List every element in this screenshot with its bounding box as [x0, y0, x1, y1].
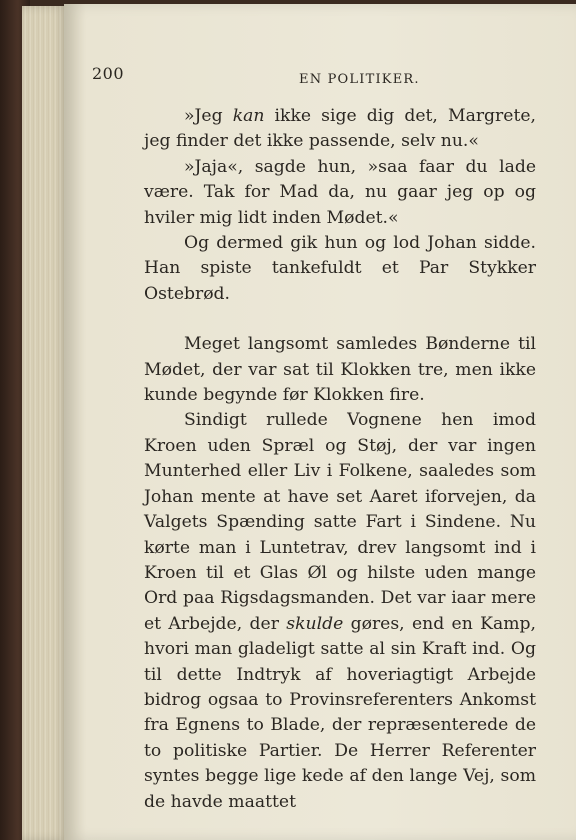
emphasis-skulde: skulde: [286, 613, 344, 634]
body-text: [144, 104, 536, 815]
paragraph-2: »Jaja«, sagde hun, »saa faar du lade være. Tak for Mad da, nu gaar jeg op og hviler mig lidt inden Mødet.«: [144, 156, 536, 228]
paragraph-3: Og dermed gik hun og lod Johan sidde. Han spiste tankefuldt et Par Stykker Ostebrød.: [144, 233, 536, 304]
paragraph-5: Sindigt rullede Vognene hen imod Kroen uden Spræl og Støj, der var ingen Munterhed eller Liv i Folkene, saaledes som Johan mente at have set Aaret iforvejen, da Valgets Spænding satte Fart i Sindene. Nu kørte man i Luntetrav, drev langsomt ind i Kroen til et Glas Øl og hilste uden mange Ord paa Rigsdagsmanden. Det var iaar mere et Arbejde, der skulde gøres, end en Kamp, hvori man gladeligt satte al sin Kraft ind. Og til dette Indtryk af hoveriagtigt Arbejde bidrog ogsaa to Provinsreferenters Ankomst fra Egnens to Blade, der repræsenterede de to politiske Partier. De Herrer Referenter syntes begge lige kede af den lange Vej, som de havde maattet: [144, 410, 536, 812]
paragraph-4: Meget langsomt samledes Bønderne til Mødet, der var sat til Klokken tre, men ikke kunde begynde før Klokken fire.: [144, 334, 536, 406]
emphasis-kan: kan: [232, 106, 265, 126]
running-head: EN POLITIKER.: [299, 72, 420, 87]
page-stack-edges: [22, 6, 68, 840]
paragraph-1: »Jeg kan ikke sige dig det, Margrete, jeg finder det ikke passende, selv nu.«: [144, 106, 536, 152]
page-number: 200: [92, 64, 125, 83]
